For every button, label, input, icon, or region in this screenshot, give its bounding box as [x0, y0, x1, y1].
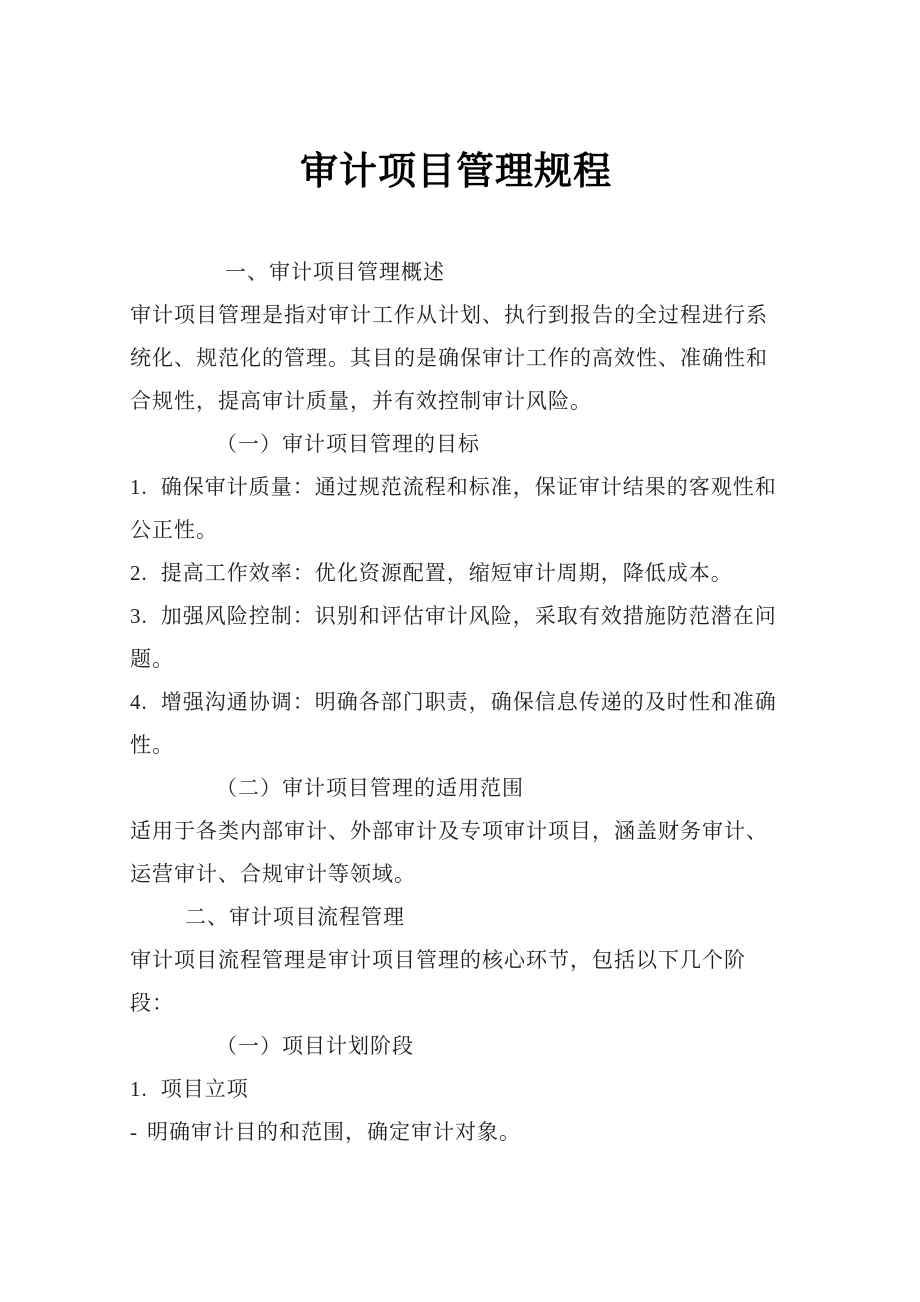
paragraph: 适用于各类内部审计、外部审计及专项审计项目，涵盖财务审计、运营审计、合规审计等领域。: [130, 819, 768, 886]
item-text: 明确审计目的和范围，确定审计对象。: [147, 1120, 521, 1144]
item-text: 项目立项: [160, 1077, 249, 1101]
item-number: 2.: [130, 561, 148, 585]
item-number: 3.: [130, 604, 148, 628]
dash-symbol: -: [130, 1120, 138, 1144]
section-heading-2: 二、审计项目流程管理: [185, 905, 405, 929]
numbered-item: [130, 681, 782, 767]
sub-heading: （二）审计项目管理的适用范围: [216, 776, 524, 800]
item-number: 1.: [130, 1077, 148, 1101]
document-body: [130, 0, 782, 1154]
numbered-item: [130, 466, 782, 552]
sub-heading: （一）审计项目管理的目标: [216, 432, 480, 456]
item-text: 确保审计质量：通过规范流程和标准，保证审计结果的客观性和公正性。: [130, 475, 777, 542]
item-number: 4.: [130, 690, 148, 714]
numbered-item: [130, 1068, 782, 1111]
numbered-item: [130, 552, 782, 595]
numbered-item: [130, 595, 782, 681]
item-text: 提高工作效率：优化资源配置，缩短审计周期，降低成本。: [160, 561, 733, 585]
paragraph: 审计项目流程管理是审计项目管理的核心环节，包括以下几个阶段：: [130, 948, 746, 1015]
sub-heading: （一）项目计划阶段: [216, 1034, 414, 1058]
item-text: 加强风险控制：识别和评估审计风险，采取有效措施防范潜在问题。: [130, 604, 777, 671]
item-text: 增强沟通协调：明确各部门职责，确保信息传递的及时性和准确性。: [130, 690, 777, 757]
document-title: 审计项目管理规程: [299, 151, 612, 193]
paragraph: 审计项目管理是指对审计工作从计划、执行到报告的全过程进行系统化、规范化的管理。其目的是确保审计工作的高效性、准确性和合规性，提高审计质量，并有效控制审计风险。: [130, 303, 768, 413]
item-number: 1.: [130, 475, 148, 499]
section-heading-1: 一、审计项目管理概述: [225, 260, 445, 284]
dash-item: [130, 1111, 782, 1154]
